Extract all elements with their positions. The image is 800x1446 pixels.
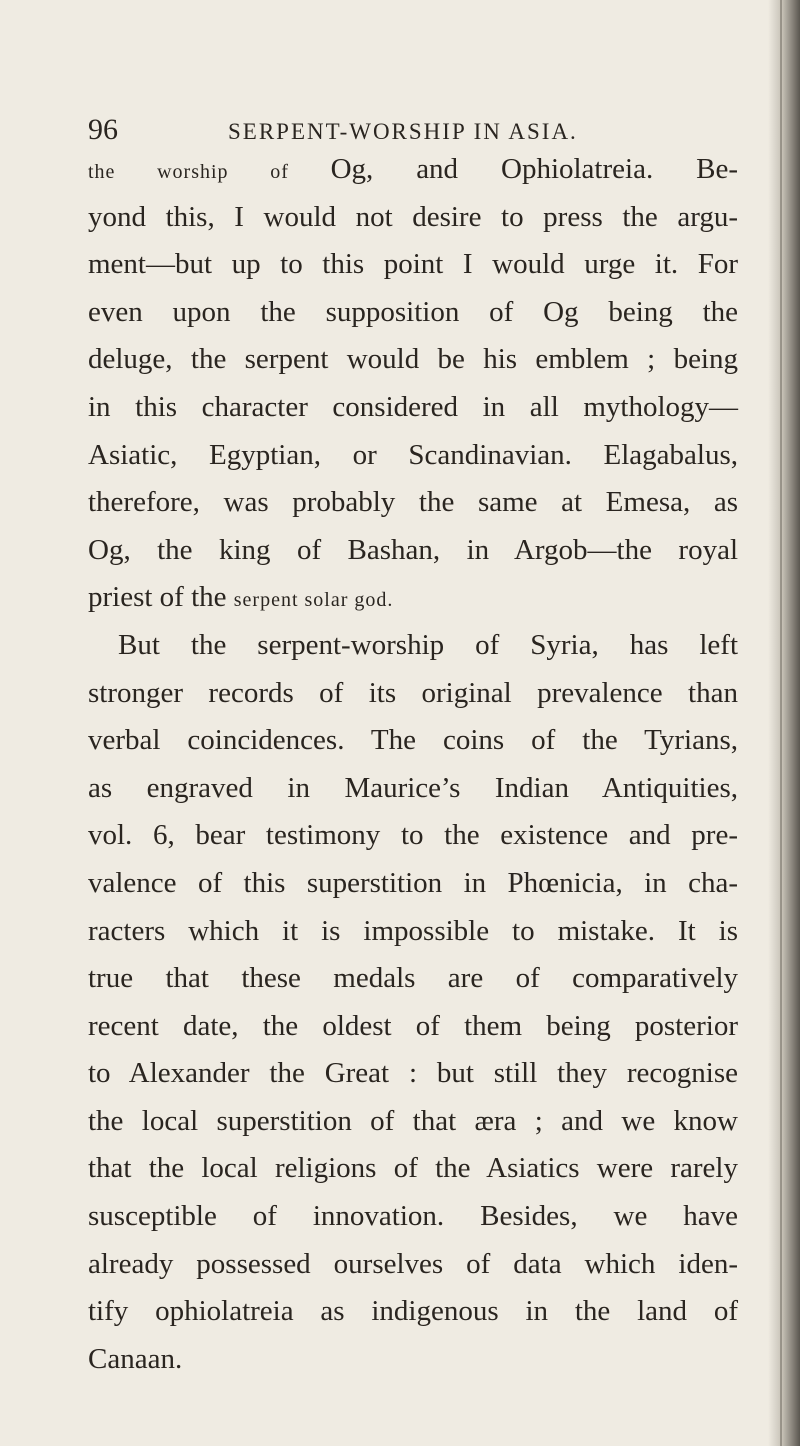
text-line: to Alexander the Great : but still they recognise [88,1057,738,1090]
text-line: that the local religions of the Asiatics were rarely [88,1152,738,1185]
page-edge-shadow [768,0,800,1446]
body-text [88,146,738,1383]
text-line: stronger records of its original prevalence than [88,676,738,709]
running-title: SERPENT-WORSHIP IN ASIA. [228,119,578,144]
text-line: verbal coincidences. The coins of the Tyrians, [88,724,738,757]
page-number: 96 [88,113,118,146]
text-line: recent date, the oldest of them being posterior [88,1009,738,1042]
text-line: ment—but up to this point I would urge it. For [88,248,738,281]
small-caps-text: serpent solar god. [233,589,394,612]
text-segment: the king of Bashan, in Argob—the royal [130,533,738,566]
text-line [88,527,738,575]
text-segment: Og, [88,533,131,566]
text-line: deluge, the serpent would be his emblem ; being [88,343,738,376]
page-edge-line [780,0,782,1446]
text-line: in this character considered in all mythology— [88,390,738,423]
text-segment: Ophiolatreia. [501,153,654,185]
text-line: the local superstition of that æra ; and we know [88,1104,738,1137]
text-segment: Og [543,295,579,328]
text-segment: being the [578,295,739,328]
text-segment: priest of the [88,581,234,614]
text-line: already possessed ourselves of data which iden- [88,1247,738,1280]
text-line: therefore, was probably the same at Emesa, as [88,486,738,519]
text-line: yond this, I would not desire to press the argu- [88,200,738,233]
text-segment: Og, [330,153,374,185]
text-line: susceptible of innovation. Besides, we have [88,1200,738,1233]
text-line: Asiatic, Egyptian, or Scandinavian. Elagabalus, [88,438,738,471]
page-header [88,110,738,150]
text-line: true that these medals are of comparatively [88,962,738,995]
text-line: But the serpent-worship of Syria, has left [118,628,738,661]
text-segment: and [373,153,501,185]
text-line: vol. 6, bear testimony to the existence and pre- [88,819,738,852]
text-segment: even upon the supposition of [88,295,544,328]
text-line [88,146,738,194]
text-line [88,574,738,622]
text-line [88,289,738,337]
text-line: tify ophiolatreia as indigenous in the land of [88,1295,738,1328]
small-caps-text: the worship of [88,161,331,183]
text-segment: Be- [653,153,738,185]
text-line: Canaan. [88,1342,183,1375]
text-line: valence of this superstition in Phœnicia, in cha- [88,866,738,899]
text-line: racters which it is impossible to mistake. It is [88,914,738,947]
text-line: as engraved in Maurice’s Indian Antiquities, [88,771,738,804]
